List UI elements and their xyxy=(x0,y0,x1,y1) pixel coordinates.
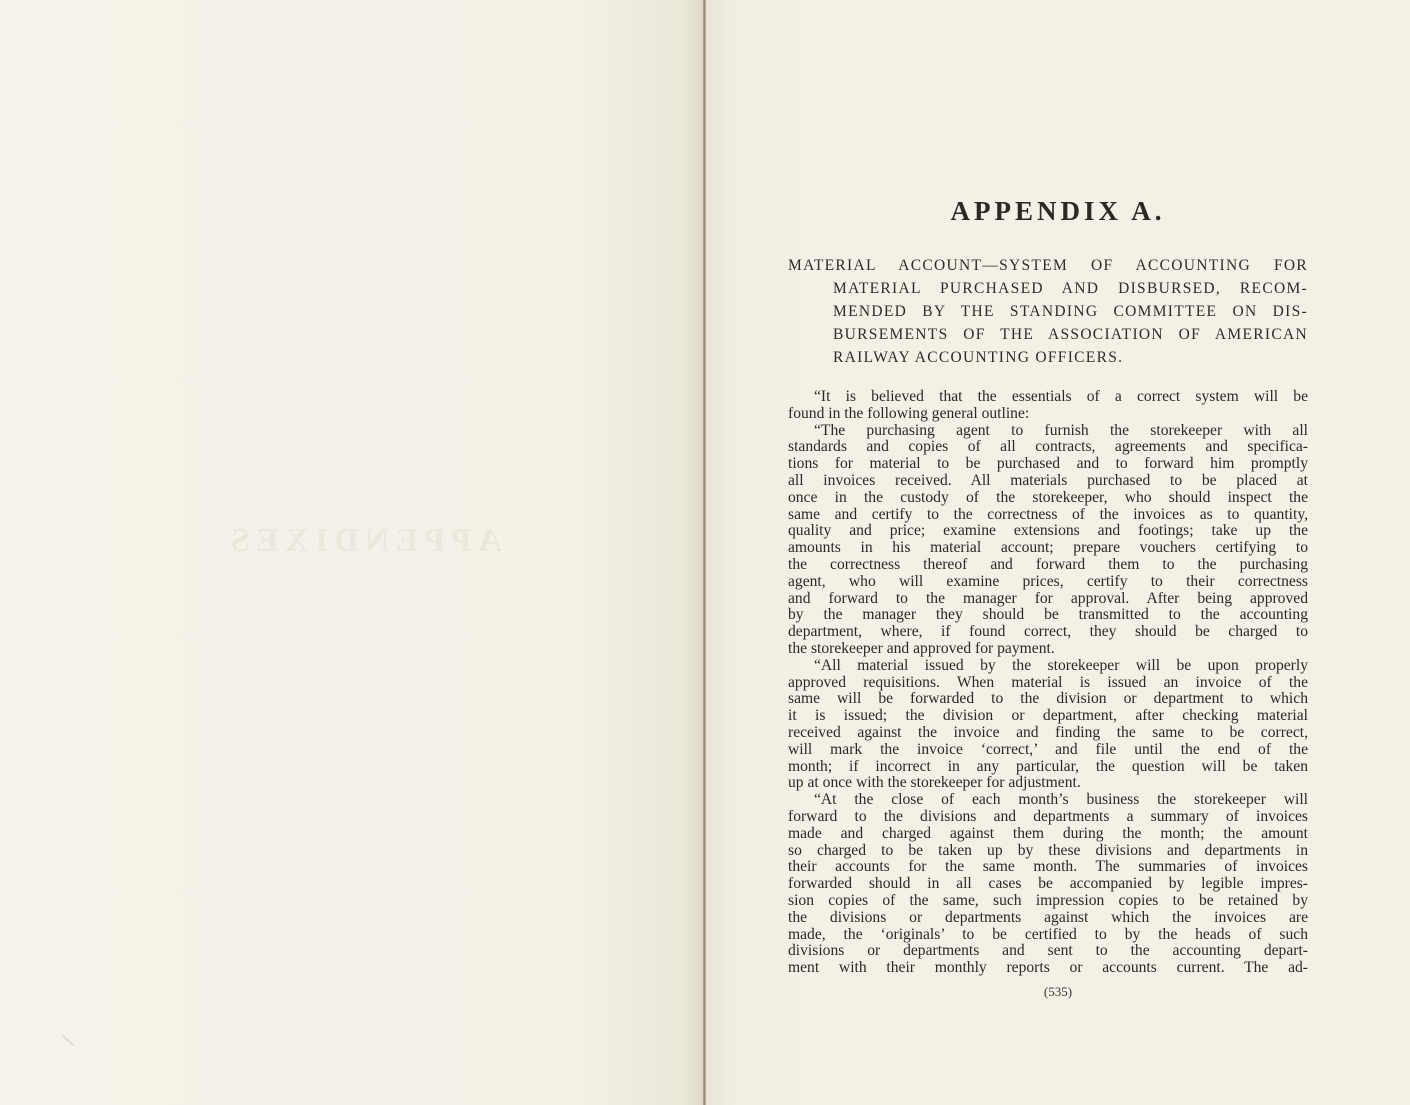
text-line: it is issued; the division or department, after checking material xyxy=(788,707,1308,725)
page-number: (535) xyxy=(1043,984,1073,999)
text-line: received against the invoice and finding the same to be correct, xyxy=(788,723,1308,741)
text-line: by the manager they should be transmitted to the accounting xyxy=(788,606,1308,624)
text-line: their accounts for the same month. The summaries of invoices xyxy=(788,858,1308,876)
text-line: month; if incorrect in any particular, the question will be taken xyxy=(788,757,1308,775)
section-heading xyxy=(788,254,1308,369)
text-line: all invoices received. All materials purchased to be placed at xyxy=(788,471,1308,489)
text-line: divisions or departments and sent to the accounting depart- xyxy=(788,942,1308,960)
heading-line: RAILWAY ACCOUNTING OFFICERS. xyxy=(833,349,1124,366)
text-line: forwarded should in all cases be accompanied by legible impres- xyxy=(788,875,1308,893)
text-line: “At the close of each month’s business the storekeeper will xyxy=(814,791,1308,809)
text-line: once in the custody of the storekeeper, who should inspect the xyxy=(788,488,1308,506)
heading-line: MATERIAL ACCOUNT—SYSTEM OF ACCOUNTING FOR xyxy=(788,257,1308,274)
text-line: will mark the invoice ‘correct,’ and file until the end of the xyxy=(788,740,1308,758)
text-line: quality and price; examine extensions and footings; take up the xyxy=(788,522,1308,540)
text-line: same and certify to the correctness of the invoices as to quantity, xyxy=(788,505,1308,523)
heading-line: MATERIAL PURCHASED AND DISBURSED, RECOM- xyxy=(833,280,1308,297)
text-line: standards and copies of all contracts, agreements and specifica- xyxy=(788,438,1308,456)
paper-mark xyxy=(62,1035,75,1046)
text-line: department, where, if found correct, they should be charged to xyxy=(788,623,1308,641)
text-line: made, the ‘originals’ to be certified to by the heads of such xyxy=(788,925,1308,943)
text-line: tions for material to be purchased and to forward him promptly xyxy=(788,455,1308,473)
text-line: same will be forwarded to the division or department to which xyxy=(788,690,1308,708)
text-line: the storekeeper and approved for payment. xyxy=(788,639,1055,657)
text-line: up at once with the storekeeper for adjustment. xyxy=(788,774,1081,792)
heading-line: MENDED BY THE STANDING COMMITTEE ON DIS- xyxy=(833,303,1308,320)
heading-line: BURSEMENTS OF THE ASSOCIATION OF AMERICAN xyxy=(833,326,1308,343)
bleed-through-text: APPENDIXES xyxy=(225,522,503,559)
text-line: sion copies of the same, such impression copies to be retained by xyxy=(788,891,1308,909)
text-line: made and charged against them during the month; the amount xyxy=(788,824,1308,842)
text-line: “All material issued by the storekeeper will be upon properly xyxy=(814,656,1308,674)
text-line: amounts in his material account; prepare vouchers certifying to xyxy=(788,539,1308,557)
text-line: so charged to be taken up by these divisions and departments in xyxy=(788,841,1308,859)
text-line: the correctness thereof and forward them to the purchasing xyxy=(788,555,1308,573)
text-line: “The purchasing agent to furnish the storekeeper with all xyxy=(814,421,1308,439)
text-line: “It is believed that the essentials of a correct system will be xyxy=(814,388,1308,405)
body-text xyxy=(788,389,1308,977)
left-page xyxy=(0,0,704,1105)
text-line: forward to the divisions and departments a summary of invoices xyxy=(788,807,1308,825)
text-line: agent, who will examine prices, certify to their correctness xyxy=(788,572,1308,590)
text-line: and forward to the manager for approval. After being approved xyxy=(788,589,1308,607)
text-line: approved requisitions. When material is issued an invoice of the xyxy=(788,673,1308,691)
text-line: found in the following general outline: xyxy=(788,404,1030,422)
text-line: ment with their monthly reports or accounts current. The ad- xyxy=(788,959,1308,977)
text-line: the divisions or departments against which the invoices are xyxy=(788,908,1308,926)
appendix-title: APPENDIX A. xyxy=(950,196,1166,226)
